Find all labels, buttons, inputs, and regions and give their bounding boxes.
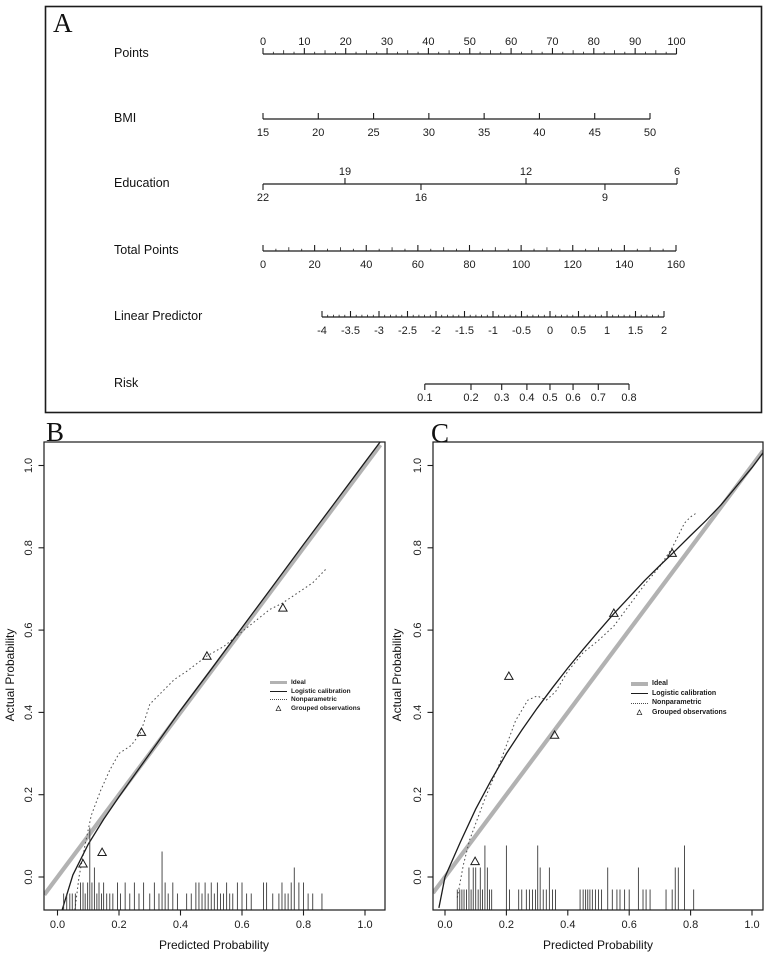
- tick-label: 100: [511, 259, 531, 271]
- tick-label: 0.8: [621, 392, 637, 404]
- tick-label: 20: [339, 36, 352, 48]
- ideal-line: [44, 445, 380, 895]
- nomogram-row-label-linear-predictor: Linear Predictor: [114, 309, 203, 323]
- tick-label: 0: [259, 259, 267, 271]
- tick-label: 9: [601, 192, 609, 204]
- tick-label: 120: [563, 259, 582, 271]
- nomogram-row-label-bmi: BMI: [114, 111, 137, 125]
- panel-a-label: A: [53, 8, 73, 38]
- tick-label: 6: [673, 166, 681, 178]
- nomogram-axis-bmi: [257, 113, 656, 139]
- ideal-line-swatch: [270, 681, 287, 685]
- tick-label: 70: [546, 36, 559, 48]
- triangle-marker-icon: △: [275, 704, 282, 712]
- legend-label-grouped: Grouped observations: [652, 708, 727, 716]
- y-tick-label: 0.6: [23, 622, 35, 638]
- nomogram-panel: [46, 7, 762, 413]
- x-tick-label: 0.8: [295, 919, 312, 931]
- x-tick-label: 1.0: [744, 919, 760, 931]
- y-tick-label: 0.2: [23, 787, 35, 803]
- tick-label: 0: [546, 325, 554, 337]
- legend-label-ideal: Ideal: [291, 679, 306, 686]
- tick-label: 45: [588, 127, 601, 139]
- y-tick-label: 0.8: [23, 540, 35, 556]
- tick-label: 90: [629, 36, 642, 48]
- panel-b-xaxis-title: Predicted Probability: [158, 938, 270, 952]
- plot-box: [44, 442, 385, 910]
- grouped-observations: [79, 604, 287, 867]
- legend-label-logistic: Logistic calibration: [291, 687, 351, 695]
- tick-label: 60: [504, 36, 518, 48]
- triangle-marker: [98, 848, 106, 855]
- ideal-line-swatch: [631, 682, 648, 686]
- tick-label: 20: [312, 127, 325, 139]
- legend-label-logistic: Logistic calibration: [652, 689, 717, 697]
- x-tick-label: 0.0: [49, 919, 66, 931]
- nomogram-axis-points: [260, 36, 686, 54]
- x-tick-label: 0.2: [111, 919, 127, 931]
- tick-label: -0.5: [512, 325, 531, 337]
- tick-label: 1: [603, 325, 611, 337]
- legend-item-logistic: [270, 688, 360, 695]
- nomogram-axis-risk: [417, 384, 636, 404]
- tick-label: 10: [298, 36, 311, 48]
- panel-b-yaxis-title: Actual Probability: [3, 628, 17, 722]
- tick-label: 0.2: [463, 392, 479, 404]
- tick-label: 100: [667, 36, 686, 48]
- nonparametric-line-swatch: [270, 699, 287, 700]
- panel-a-border: [46, 7, 762, 413]
- tick-label: 0: [259, 36, 267, 48]
- legend-label-nonparametric: Nonparametric: [291, 696, 337, 703]
- legend-panel-b: [270, 679, 360, 712]
- rug-plot: [64, 828, 322, 910]
- legend-item-logistic: [631, 690, 727, 698]
- tick-label: 0.5: [570, 325, 587, 337]
- tick-label: 0.1: [417, 392, 433, 404]
- tick-label: 16: [414, 192, 428, 204]
- logistic-line-swatch: [270, 691, 287, 692]
- legend-item-grouped: [270, 705, 360, 712]
- tick-label: -2.5: [398, 325, 417, 337]
- nomogram-row-label-points: Points: [114, 46, 149, 60]
- legend-item-ideal: [270, 679, 360, 686]
- y-tick-label: 0.0: [412, 869, 424, 885]
- panel-c-yaxis-title: Actual Probability: [390, 628, 404, 722]
- y-tick-label: 0.0: [23, 869, 35, 885]
- legend-label-grouped: Grouped observations: [291, 704, 361, 712]
- rug-plot: [457, 846, 693, 910]
- nonparametric-line: [74, 568, 326, 914]
- tick-label: 140: [615, 259, 634, 271]
- tick-label: -3.5: [341, 325, 360, 337]
- y-tick-label: 0.4: [412, 704, 424, 721]
- x-tick-label: 0.2: [498, 919, 515, 931]
- nomogram-axis-education: [257, 166, 680, 204]
- tick-label: 12: [519, 166, 533, 178]
- x-tick-label: 0.6: [234, 919, 250, 931]
- tick-label: -4: [317, 325, 327, 337]
- tick-label: 30: [380, 36, 394, 48]
- nomogram-axis-linear-predictor: [317, 311, 667, 337]
- legend-item-nonparametric: [631, 699, 727, 707]
- tick-label: 40: [422, 36, 435, 48]
- tick-label: 35: [478, 127, 491, 139]
- tick-label: 80: [587, 36, 600, 48]
- tick-label: 40: [360, 259, 373, 271]
- x-tick-label: 0.4: [172, 919, 189, 931]
- tick-label: 80: [463, 259, 476, 271]
- tick-label: 50: [463, 36, 476, 48]
- legend-item-ideal: [631, 680, 727, 688]
- x-tick-label: 0.0: [437, 919, 453, 931]
- legend-label-nonparametric: Nonparametric: [652, 699, 702, 706]
- tick-label: 0.3: [494, 392, 510, 404]
- tick-label: 40: [533, 127, 546, 139]
- tick-label: 19: [338, 166, 352, 178]
- tick-label: 0.7: [590, 392, 606, 404]
- x-tick-label: 0.4: [560, 919, 576, 931]
- legend-item-grouped: [631, 709, 727, 717]
- tick-label: 0.5: [542, 392, 558, 404]
- nomogram-row-label-education: Education: [114, 176, 170, 190]
- triangle-marker: [279, 604, 287, 611]
- panel-c-label: C: [431, 418, 450, 448]
- tick-label: 2: [660, 325, 668, 337]
- legend-item-nonparametric: [270, 696, 360, 703]
- tick-label: 0.6: [565, 392, 581, 404]
- panel-b-label: B: [46, 417, 65, 447]
- nomogram-row-label-risk: Risk: [114, 376, 139, 390]
- tick-label: 20: [308, 259, 321, 271]
- panel-c-xaxis-title: Predicted Probability: [542, 938, 654, 952]
- ideal-line: [433, 451, 763, 893]
- legend-panel-c: [631, 680, 727, 717]
- tick-label: -3: [374, 325, 384, 337]
- x-tick-label: 0.6: [621, 919, 637, 931]
- tick-label: 25: [367, 127, 380, 139]
- y-tick-label: 0.4: [23, 704, 35, 721]
- y-tick-label: 1.0: [412, 457, 424, 474]
- y-tick-label: 0.2: [412, 787, 424, 803]
- logistic-line-swatch: [631, 693, 648, 694]
- tick-label: 160: [666, 259, 686, 271]
- x-tick-label: 0.8: [682, 919, 699, 931]
- x-tick-label: 1.0: [357, 919, 373, 931]
- tick-label: 15: [256, 127, 270, 139]
- triangle-marker: [505, 672, 513, 679]
- nomogram-axis-total-points: [260, 245, 685, 271]
- nonparametric-line-swatch: [631, 703, 648, 704]
- tick-label: 1.5: [627, 325, 644, 337]
- tick-label: -1: [488, 325, 498, 337]
- tick-label: 22: [256, 192, 270, 204]
- nomogram-row-label-total-points: Total Points: [114, 243, 179, 257]
- tick-label: 60: [411, 259, 424, 271]
- legend-label-ideal: Ideal: [652, 680, 668, 687]
- tick-label: 30: [422, 127, 435, 139]
- triangle-marker: [471, 857, 479, 864]
- triangle-marker-icon: △: [636, 708, 643, 716]
- tick-label: 0.4: [519, 392, 535, 404]
- y-tick-label: 0.8: [412, 540, 424, 556]
- tick-label: 50: [643, 127, 657, 139]
- y-tick-label: 0.6: [412, 622, 424, 638]
- tick-label: -2: [431, 325, 441, 337]
- y-tick-label: 1.0: [23, 457, 35, 474]
- tick-label: -1.5: [455, 325, 474, 337]
